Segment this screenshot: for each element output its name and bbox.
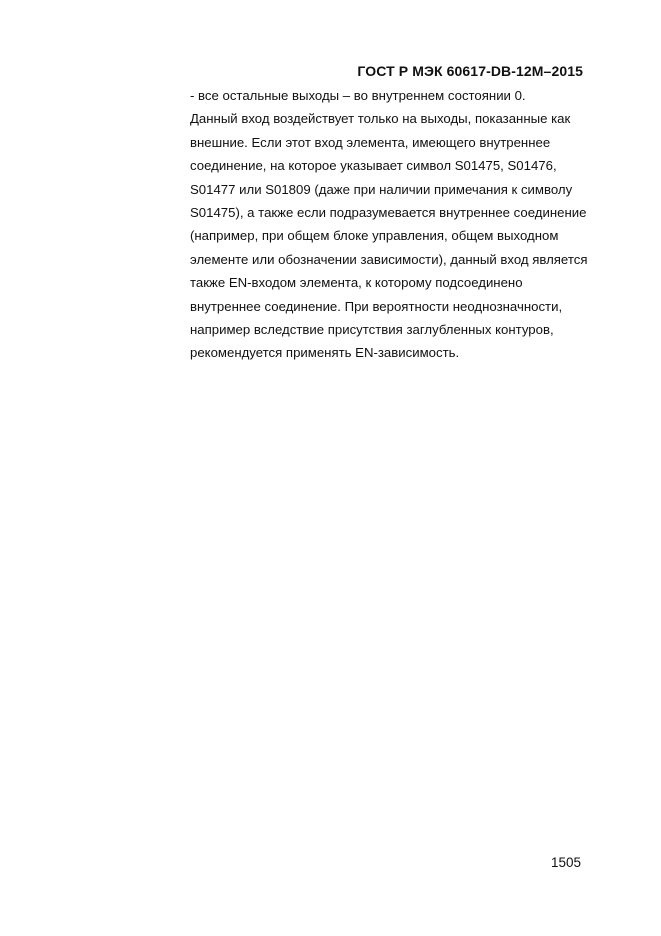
text-line: S01475), а также если подразумевается внутреннее соединение (190, 205, 587, 221)
text-line: также EN-входом элемента, к которому подсоединено (190, 275, 523, 291)
body-text (190, 84, 610, 365)
text-line: соединение, на которое указывает символ S01475, S01476, (190, 158, 557, 174)
text-line: S01477 или S01809 (даже при наличии примечания к символу (190, 181, 573, 197)
page-number: 1505 (550, 855, 581, 870)
text-line: - все остальные выходы – во внутреннем состоянии 0. (190, 88, 526, 103)
text-line: например вследствие присутствия заглубленных контуров, (190, 322, 554, 338)
text-line: рекомендуется применять EN-зависимость. (190, 345, 460, 361)
text-line: (например, при общем блоке управления, общем выходном (190, 228, 559, 244)
document-header: ГОСТ Р МЭК 60617-DB-12M–2015 (357, 63, 583, 79)
text-line: внутреннее соединение. При вероятности неоднозначности, (190, 298, 563, 314)
text-line: внешние. Если этот вход элемента, имеющего внутреннее (190, 134, 551, 150)
text-line: элементе или обозначении зависимости), данный вход является (190, 251, 588, 267)
text-line: Данный вход воздействует только на выходы, показанные как (190, 111, 571, 127)
